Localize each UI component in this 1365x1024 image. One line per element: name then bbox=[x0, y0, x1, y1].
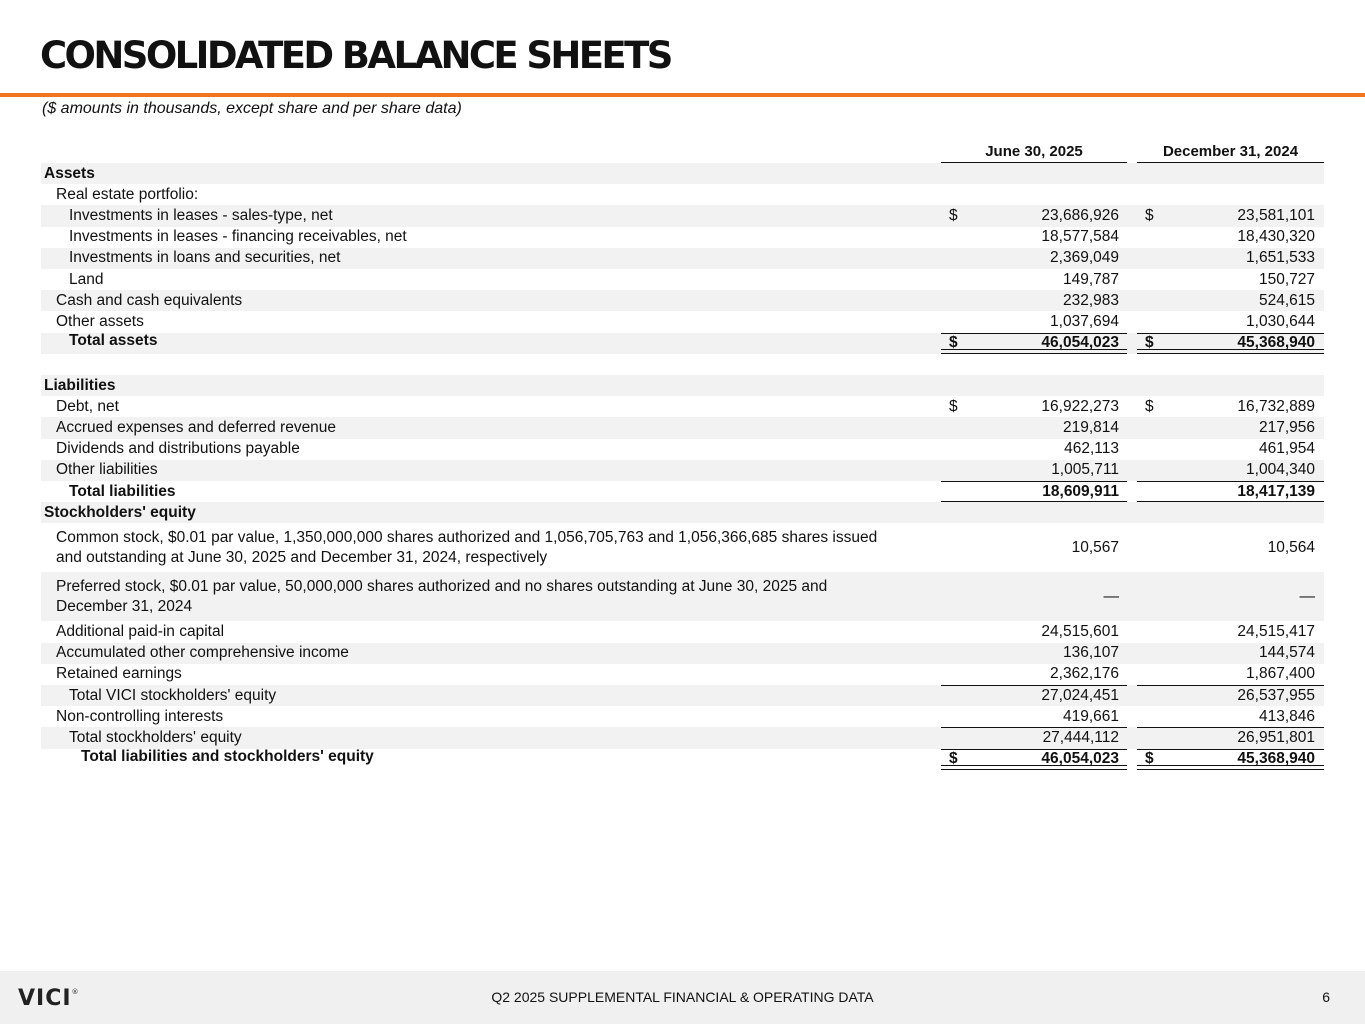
currency-symbol: $ bbox=[949, 206, 958, 224]
currency-symbol: $ bbox=[949, 334, 958, 352]
units-note: ($ amounts in thousands, except share and per share data) bbox=[42, 100, 462, 117]
table-row bbox=[41, 184, 1324, 205]
row-label: Retained earnings bbox=[56, 665, 182, 683]
table-row bbox=[41, 396, 1324, 417]
value-june-2025: 18,609,911 bbox=[1042, 482, 1119, 500]
value-december-2024: 461,954 bbox=[1258, 440, 1315, 458]
row-label: Investments in leases - sales-type, net bbox=[69, 206, 333, 224]
title-divider bbox=[0, 93, 1365, 97]
value-december-2024: 1,030,644 bbox=[1246, 312, 1315, 330]
value-december-2024: 1,004,340 bbox=[1246, 461, 1315, 479]
value-december-2024: 26,951,801 bbox=[1237, 728, 1315, 746]
logo-registered-mark: ® bbox=[71, 988, 80, 996]
value-december-2024: 1,651,533 bbox=[1246, 249, 1315, 267]
value-june-2025: 24,515,601 bbox=[1041, 622, 1119, 640]
value-december-2024: — bbox=[1299, 587, 1315, 605]
row-label: Investments in loans and securities, net bbox=[69, 249, 341, 267]
table-row bbox=[41, 664, 1324, 685]
row-label: Real estate portfolio: bbox=[56, 185, 199, 203]
row-label: Land bbox=[69, 270, 104, 288]
value-december-2024: 23,581,101 bbox=[1237, 206, 1315, 224]
table-row bbox=[41, 354, 1324, 375]
row-label: Common stock, $0.01 par value, 1,350,000,000 shares authorized and 1,056,705,763 and 1,056,366,685 shares issued and outstanding at June 30, 2025 and December 31, 2024, respectively bbox=[56, 528, 878, 566]
cell-december-2024 bbox=[1137, 375, 1324, 396]
value-december-2024: 144,574 bbox=[1258, 644, 1315, 662]
cell-june-2025 bbox=[941, 502, 1127, 523]
value-june-2025: 219,814 bbox=[1062, 418, 1119, 436]
value-june-2025: 27,024,451 bbox=[1041, 686, 1119, 704]
currency-symbol: $ bbox=[1145, 750, 1154, 768]
table-row bbox=[41, 227, 1324, 248]
value-june-2025: — bbox=[1103, 587, 1119, 605]
table-row bbox=[41, 481, 1324, 502]
table-row bbox=[41, 643, 1324, 664]
column-header-june-2025: June 30, 2025 bbox=[941, 143, 1127, 163]
table-row bbox=[41, 311, 1324, 332]
table-row bbox=[41, 621, 1324, 642]
currency-symbol: $ bbox=[949, 750, 958, 768]
value-june-2025: 232,983 bbox=[1062, 291, 1119, 309]
row-label: Preferred stock, $0.01 par value, 50,000,000 shares authorized and no shares outstanding at June 30, 2025 and December 31, 2024 bbox=[56, 577, 828, 615]
row-label: Other liabilities bbox=[56, 461, 158, 479]
cell-june-2025 bbox=[941, 184, 1127, 205]
value-june-2025: 2,369,049 bbox=[1050, 249, 1119, 267]
table-row bbox=[41, 375, 1324, 396]
value-december-2024: 45,368,940 bbox=[1237, 334, 1315, 352]
cell-june-2025 bbox=[941, 163, 1127, 184]
row-label: Other assets bbox=[56, 312, 144, 330]
row-label: Investments in leases - financing receivables, net bbox=[69, 228, 407, 246]
page-title: CONSOLIDATED BALANCE SHEETS bbox=[40, 34, 671, 77]
row-label: Total liabilities bbox=[69, 482, 176, 500]
value-june-2025: 2,362,176 bbox=[1050, 665, 1119, 683]
currency-symbol: $ bbox=[1145, 397, 1154, 415]
table-row bbox=[41, 269, 1324, 290]
value-december-2024: 1,867,400 bbox=[1246, 665, 1315, 683]
table-row bbox=[41, 572, 1324, 621]
table-row bbox=[41, 727, 1324, 748]
cell-december-2024 bbox=[1137, 502, 1324, 523]
table-row bbox=[41, 417, 1324, 438]
row-label: Total liabilities and stockholders' equity bbox=[81, 747, 374, 765]
table-row bbox=[41, 460, 1324, 481]
value-june-2025: 149,787 bbox=[1062, 270, 1119, 288]
value-december-2024: 10,564 bbox=[1267, 538, 1315, 556]
cell-december-2024 bbox=[1137, 184, 1324, 205]
page-number: 6 bbox=[1322, 989, 1330, 1005]
cell-december-2024 bbox=[1137, 572, 1324, 621]
table-row bbox=[41, 749, 1324, 770]
value-december-2024: 16,732,889 bbox=[1237, 397, 1315, 415]
value-december-2024: 524,615 bbox=[1258, 291, 1315, 309]
row-label: Cash and cash equivalents bbox=[56, 291, 243, 309]
value-december-2024: 18,417,139 bbox=[1237, 482, 1315, 500]
cell-june-2025 bbox=[941, 375, 1127, 396]
value-december-2024: 26,537,955 bbox=[1237, 686, 1315, 704]
table-row bbox=[41, 205, 1324, 226]
value-december-2024: 45,368,940 bbox=[1237, 750, 1315, 768]
value-june-2025: 136,107 bbox=[1062, 644, 1119, 662]
cell-december-2024 bbox=[1137, 354, 1324, 375]
currency-symbol: $ bbox=[1145, 206, 1154, 224]
value-june-2025: 46,054,023 bbox=[1041, 334, 1119, 352]
table-row bbox=[41, 290, 1324, 311]
value-june-2025: 10,567 bbox=[1071, 538, 1119, 556]
footer-bar bbox=[0, 971, 1365, 1024]
table-row bbox=[41, 163, 1324, 184]
value-june-2025: 46,054,023 bbox=[1041, 750, 1119, 768]
value-december-2024: 150,727 bbox=[1258, 270, 1315, 288]
table-row bbox=[41, 248, 1324, 269]
table-row bbox=[41, 439, 1324, 460]
row-label: Total stockholders' equity bbox=[69, 728, 242, 746]
currency-symbol: $ bbox=[949, 397, 958, 415]
row-label: Accumulated other comprehensive income bbox=[56, 644, 349, 662]
row-label: Accrued expenses and deferred revenue bbox=[56, 418, 337, 436]
value-june-2025: 18,577,584 bbox=[1041, 228, 1119, 246]
value-june-2025: 1,005,711 bbox=[1051, 461, 1119, 479]
value-december-2024: 217,956 bbox=[1258, 418, 1315, 436]
column-header-december-2024: December 31, 2024 bbox=[1137, 143, 1324, 163]
cell-june-2025 bbox=[941, 572, 1127, 621]
table-row bbox=[41, 333, 1324, 354]
value-june-2025: 1,037,694 bbox=[1050, 312, 1119, 330]
value-december-2024: 413,846 bbox=[1258, 707, 1315, 725]
value-december-2024: 24,515,417 bbox=[1237, 622, 1315, 640]
table-row bbox=[41, 502, 1324, 523]
value-june-2025: 419,661 bbox=[1062, 707, 1119, 725]
row-label: Additional paid-in capital bbox=[56, 622, 225, 640]
row-label: Assets bbox=[44, 164, 95, 182]
row-label: Total VICI stockholders' equity bbox=[69, 686, 277, 704]
value-june-2025: 27,444,112 bbox=[1042, 728, 1119, 746]
table-row bbox=[41, 685, 1324, 706]
row-label: Total assets bbox=[69, 331, 158, 349]
footer-report-title: Q2 2025 SUPPLEMENTAL FINANCIAL & OPERATING DATA bbox=[491, 989, 874, 1005]
row-label: Debt, net bbox=[56, 397, 119, 415]
cell-december-2024 bbox=[1137, 163, 1324, 184]
value-december-2024: 18,430,320 bbox=[1237, 228, 1315, 246]
row-label: Dividends and distributions payable bbox=[56, 440, 300, 458]
table-row bbox=[41, 706, 1324, 727]
row-label: Non-controlling interests bbox=[56, 707, 224, 725]
value-june-2025: 23,686,926 bbox=[1041, 206, 1119, 224]
row-label: Liabilities bbox=[44, 376, 116, 394]
logo-text: VICI bbox=[18, 986, 72, 1011]
currency-symbol: $ bbox=[1145, 334, 1154, 352]
table-row bbox=[41, 523, 1324, 572]
value-june-2025: 16,922,273 bbox=[1041, 397, 1119, 415]
row-label: Stockholders' equity bbox=[44, 503, 196, 521]
cell-june-2025 bbox=[941, 354, 1127, 375]
value-june-2025: 462,113 bbox=[1064, 440, 1119, 458]
